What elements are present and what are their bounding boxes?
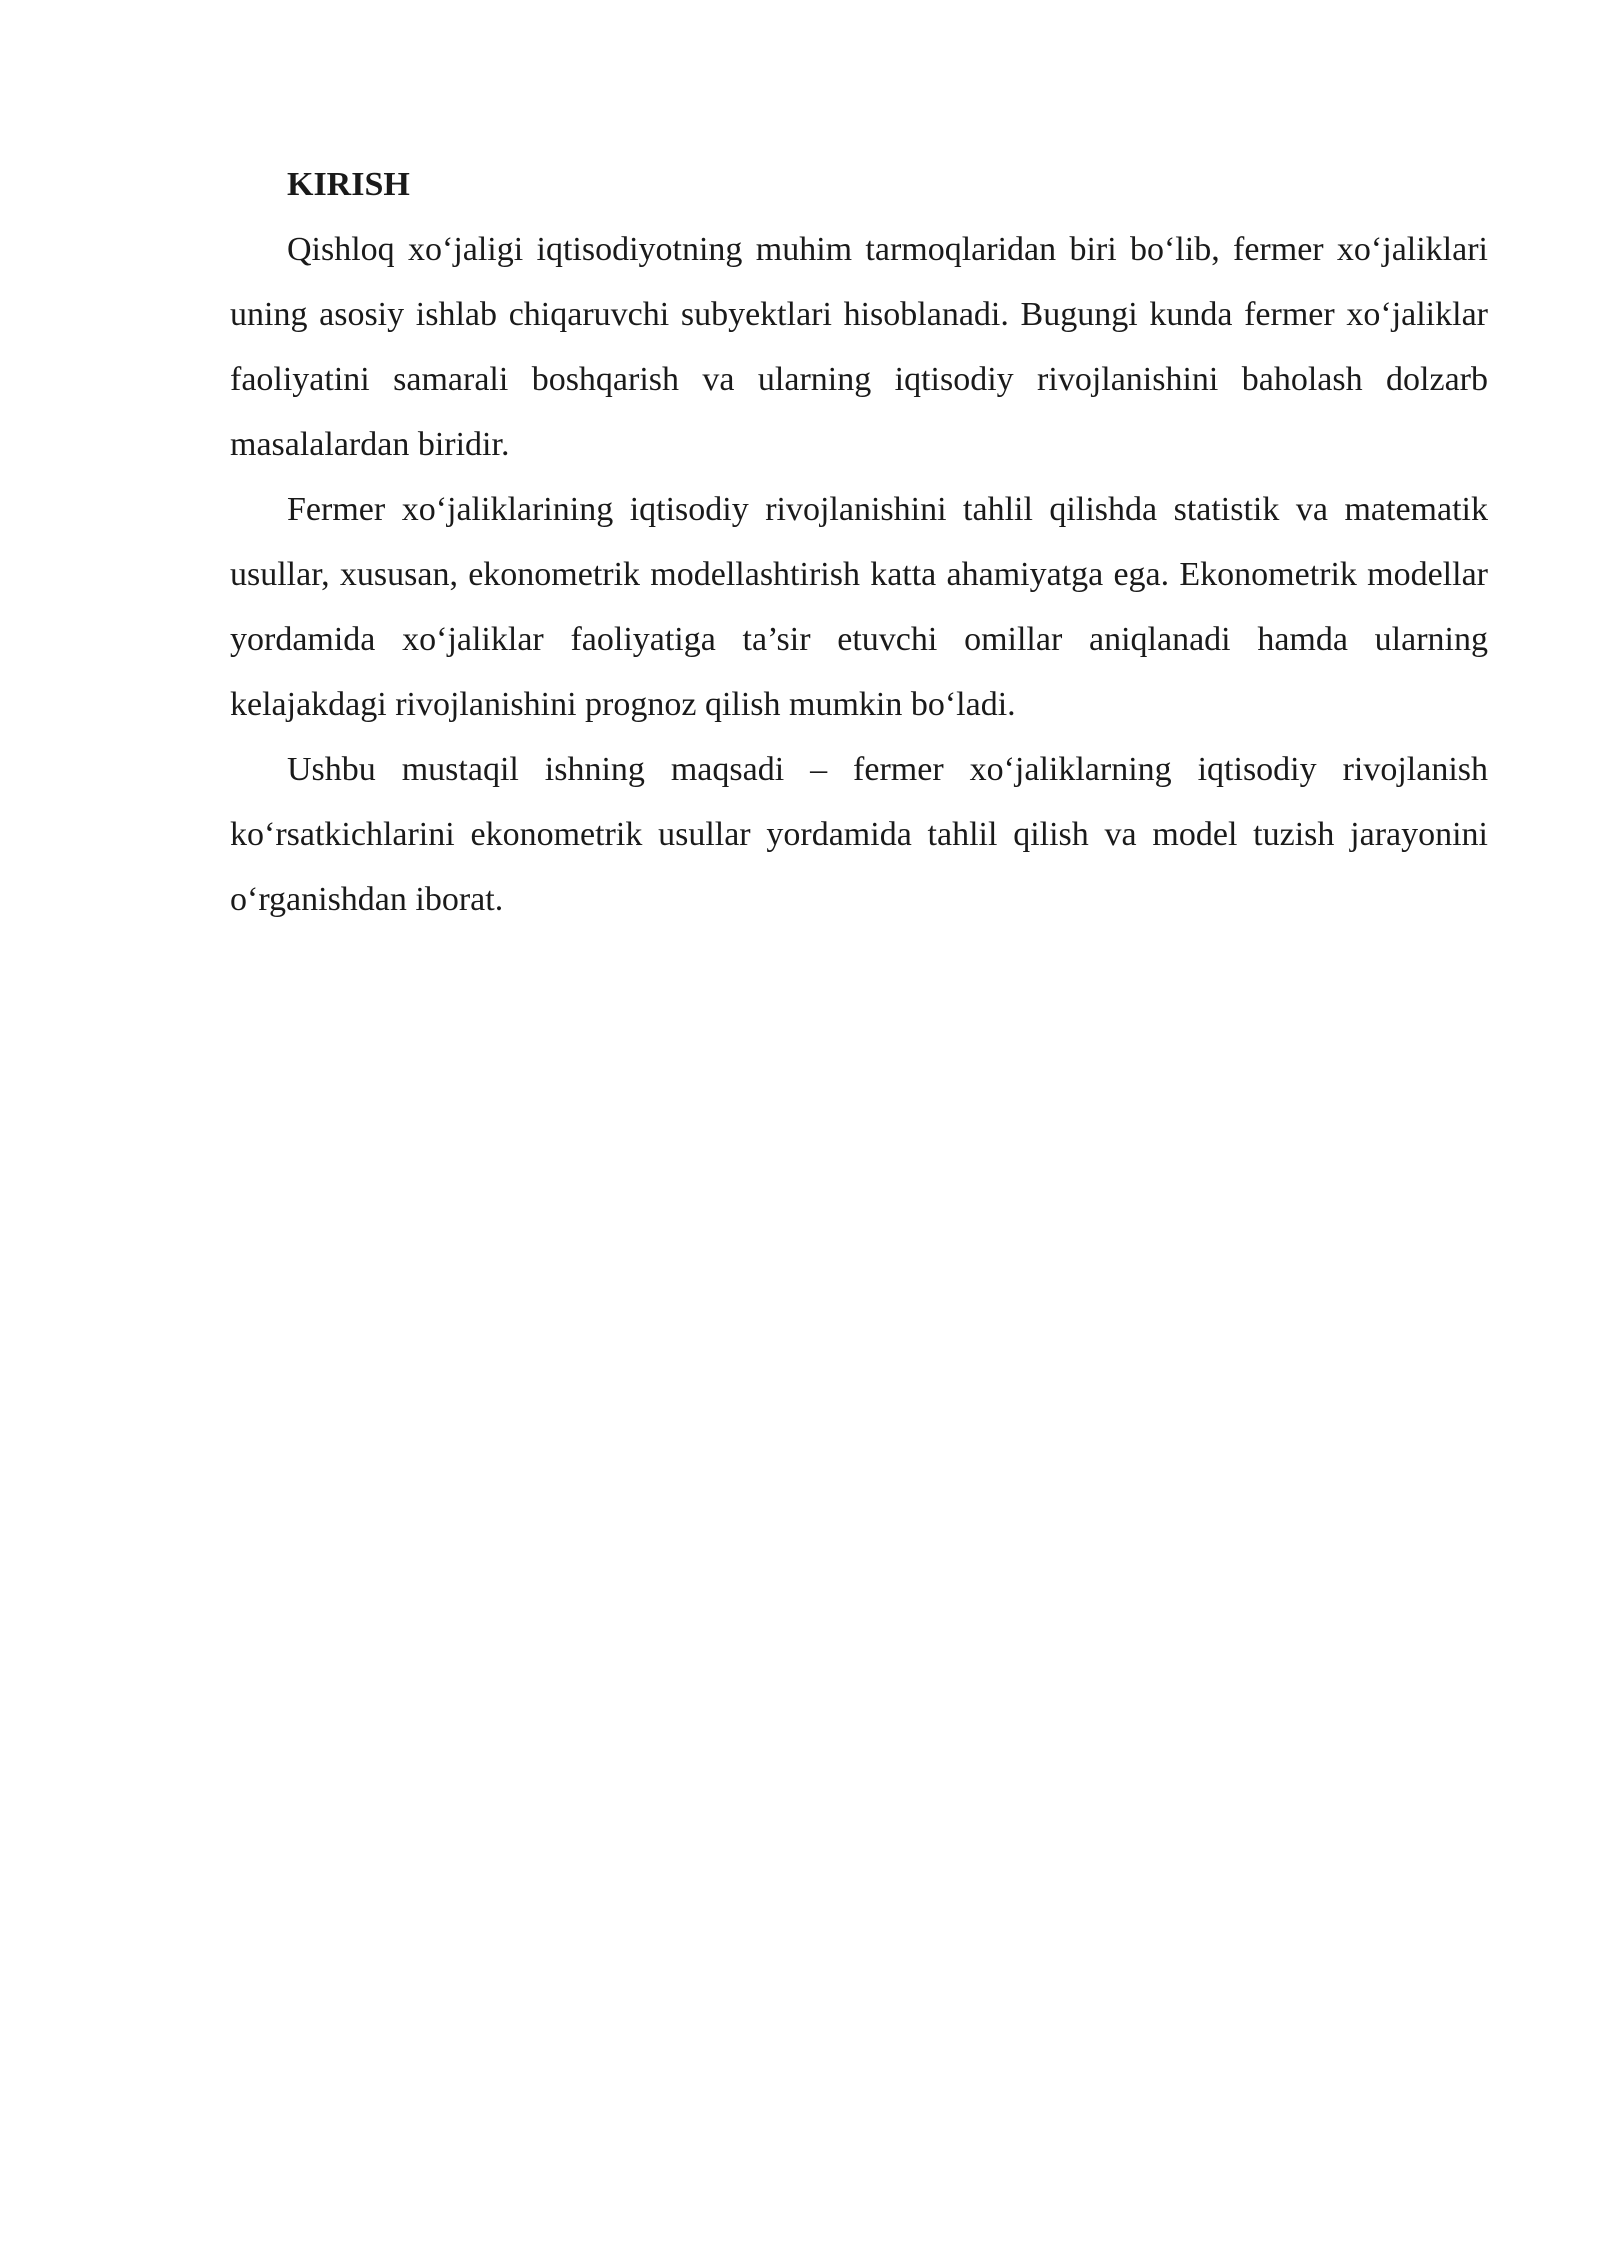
paragraph-goal: Ushbu mustaqil ishning maqsadi – fermer xo‘jaliklarning iqtisodiy rivojlanish ko‘rsatkichlarini ekonometrik usullar yordamida tahlil qilish va model tuzish jarayonini o‘rganishdan iborat.: [230, 751, 1488, 918]
paragraph-intro: Qishloq xo‘jaligi iqtisodiyotning muhim tarmoqlaridan biri bo‘lib, fermer xo‘jaliklari uning asosiy ishlab chiqaruvchi subyektlari hisoblanadi. Bugungi kunda fermer xo‘jaliklar faoliyatini samarali boshqarish va ularning iqtisodiy rivojlanishini baholash dolzarb masalalardan biridir.: [230, 231, 1488, 463]
paragraph-methods: Fermer xo‘jaliklarining iqtisodiy rivojlanishini tahlil qilishda statistik va matematik usullar, xususan, ekonometrik modellashtirish katta ahamiyatga ega. Ekonometrik modellar yordamida xo‘jaliklar faoliyatiga ta’sir etuvchi omillar aniqlanadi hamda ularning kelajakdagi rivojlanishini prognoz qilish mumkin bo‘ladi.: [230, 491, 1488, 723]
document-body: [230, 152, 1488, 932]
section-heading: KIRISH: [287, 166, 410, 203]
